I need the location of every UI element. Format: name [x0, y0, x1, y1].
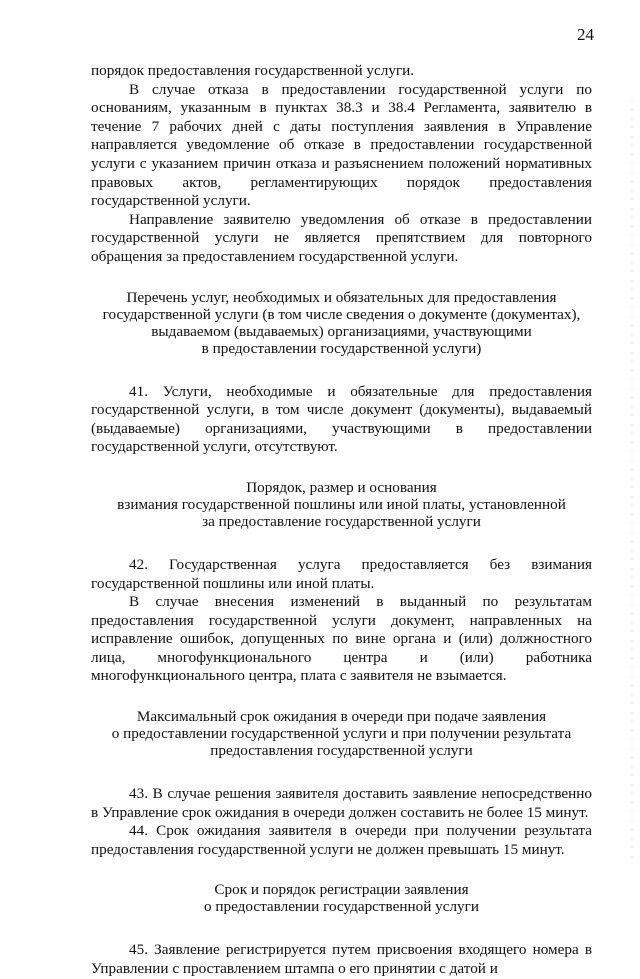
section-heading-queue-time: [91, 708, 592, 759]
heading-line: Срок и порядок регистрации заявления: [214, 881, 469, 899]
heading-line: о предоставлении государственной услуги и при получении результата: [111, 725, 572, 743]
paragraph-refusal-notice: В случае отказа в предоставлении государственной услуги по основаниям, указанным в пунктах 38.3 и 38.4 Регламента, заявителю в течение 7 рабочих дней с даты поступления заявления в Управление направляется уведомление об отказе в предоставлении государственной услуги с указанием причин отказа и разъяснением положений нормативных правовых актов, регламентирующих порядок предоставления государственной услуги.: [91, 80, 592, 210]
paragraph-no-obstacle: Направление заявителю уведомления об отказе в предоставлении государственной услуги не является препятствием для повторного обращения за предоставлением государственной услуги.: [91, 210, 592, 265]
heading-line: государственной услуги (в том числе сведения о документе (документах),: [102, 305, 581, 323]
paragraph-43: 43. В случае решения заявителя доставить заявление непосредственно в Управление срок ожидания в очереди должен составить не более 15 минут.: [91, 785, 592, 821]
heading-line: выдаваемом (выдаваемых) организациями, участвующими: [151, 322, 532, 340]
heading-line: о предоставлении государственной услуги: [203, 898, 480, 916]
scan-edge-dots: [631, 100, 633, 860]
heading-line: Перечень услуг, необходимых и обязательных для предоставления: [126, 288, 557, 306]
section-heading-services-list: [91, 289, 592, 357]
paragraph-42: 42. Государственная услуга предоставляется без взимания государственной пошлины или иной платы.: [91, 555, 592, 592]
paragraph-45: 45. Заявление регистрируется путем присвоения входящего номера в Управлении с проставлением штампа о его принятии с датой и: [91, 941, 592, 978]
heading-line: в предоставлении государственной услуги): [201, 339, 482, 357]
paragraph-continuation: порядок предоставления государственной услуги.: [91, 62, 415, 79]
section-heading-registration: [91, 881, 592, 915]
paragraph-corrections: В случае внесения изменений в выданный по результатам предоставления государственной услуги документ, направленных на исправление ошибок, допущенных по вине органа и (или) должностного лица, многофункционального центра и (или) работника многофункционального центра, плата с заявителя не взымается.: [91, 593, 592, 685]
heading-line: за предоставление государственной услуги: [202, 512, 481, 530]
paragraph-41: 41. Услуги, необходимые и обязательные для предоставления государственной услуги, в том числе документ (документы), выдаваемый (выдаваемые) организациями, участвующими в предоставлении государственной услуги, отсутствуют.: [91, 382, 592, 456]
paragraph-44: 44. Срок ожидания заявителя в очереди при получении результата предоставления государственной услуги не должен превышать 15 минут.: [91, 822, 592, 858]
heading-line: взимания государственной пошлины или иной платы, установленной: [117, 495, 566, 513]
page-number: 24: [577, 25, 594, 44]
heading-line: предоставления государственной услуги: [210, 742, 473, 760]
document-body: [91, 62, 592, 979]
heading-line: Максимальный срок ожидания в очереди при подаче заявления: [136, 708, 547, 726]
heading-line: Порядок, размер и основания: [246, 478, 437, 496]
section-heading-fees: [91, 479, 592, 530]
